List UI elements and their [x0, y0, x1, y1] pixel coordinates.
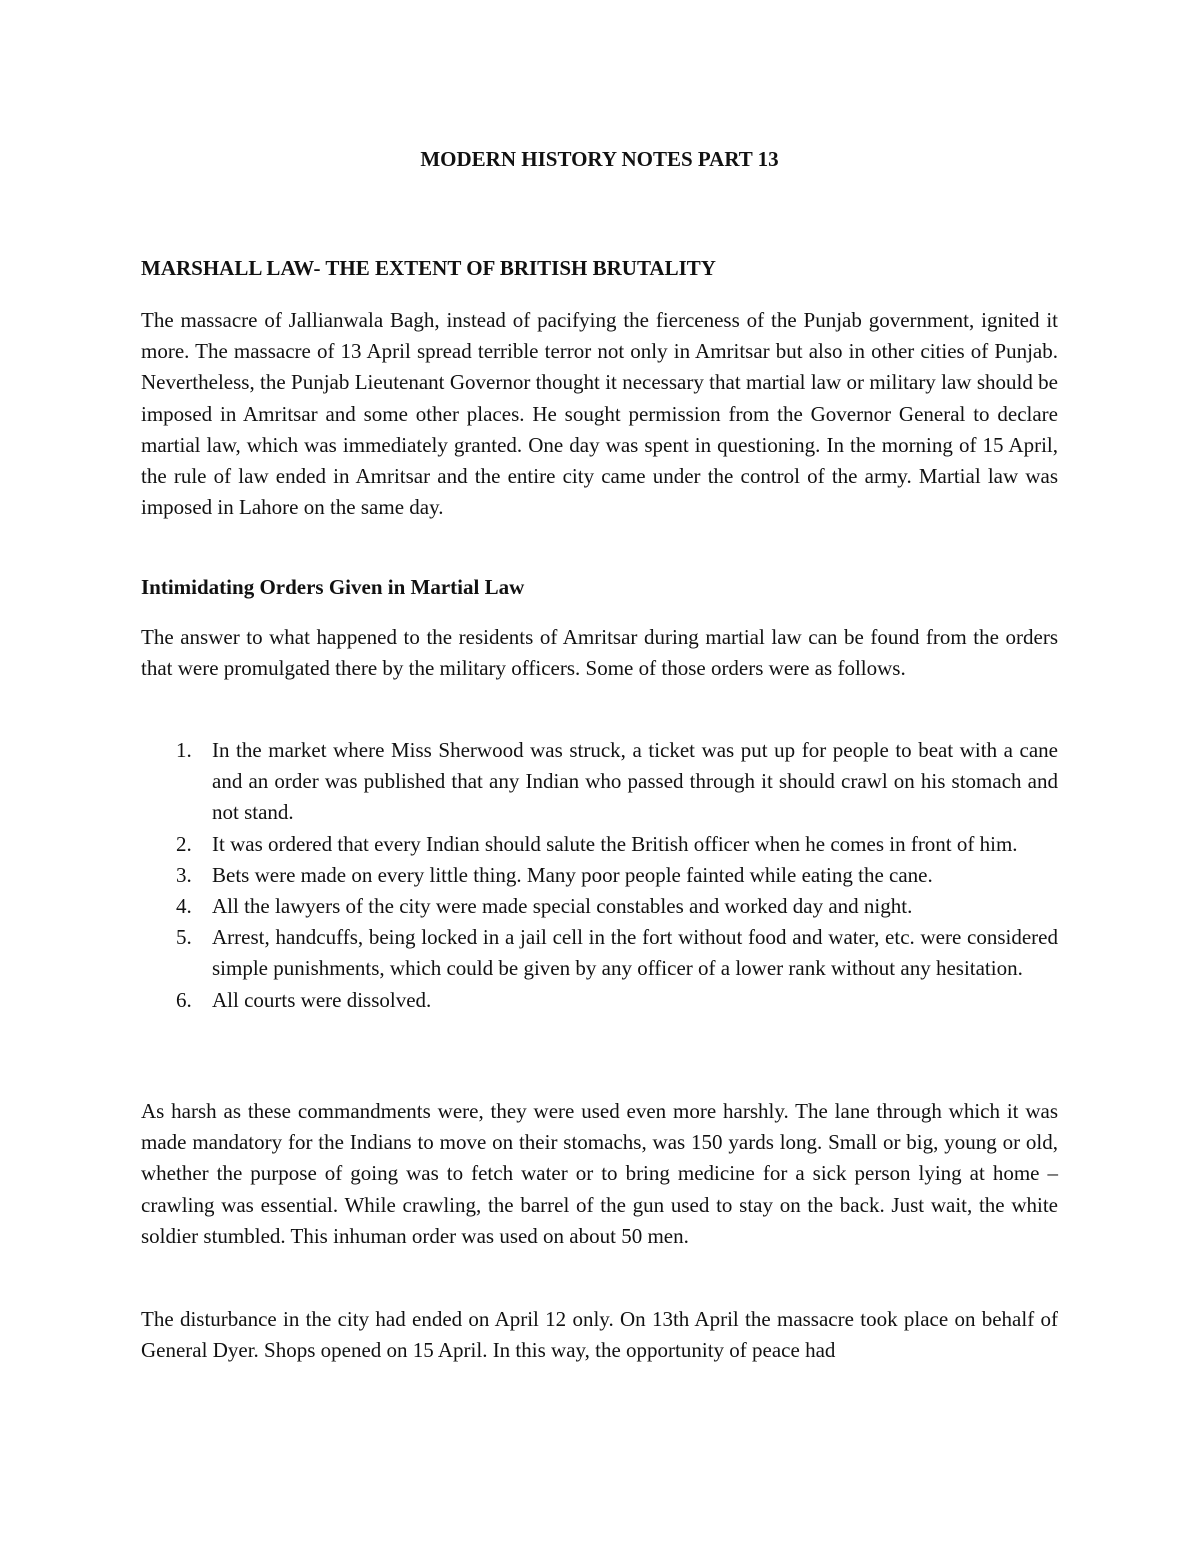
paragraph-harshness: As harsh as these commandments were, they were used even more harshly. The lane through which it was made mandatory for the Indians to move on their stomachs, was 150 yards long. Small or big, young or old, whether the purpose of going was to fetch water or to bring medicine for a sick person lying at home – crawling was essential. While crawling, the barrel of the gun used to stay on the back. Just wait, the white soldier stumbled. This inhuman order was used on about 50 men. — [141, 1099, 1058, 1248]
list-item — [141, 922, 1058, 984]
paragraph-orders-intro: The answer to what happened to the residents of Amritsar during martial law can be found from the orders that were promulgated there by the military officers. Some of those orders were as follows. — [141, 625, 1058, 681]
list-item — [141, 985, 1058, 1016]
paragraph-intro: The massacre of Jallianwala Bagh, instead of pacifying the fierceness of the Punjab government, ignited it more. The massacre of 13 April spread terrible terror not only in Amritsar but also in other cities of Punjab. Nevertheless, the Punjab Lieutenant Governor thought it necessary that martial law or military law should be imposed in Amritsar and some other places. He sought permission from the Governor General to declare martial law, which was immediately granted. One day was spent in questioning. In the morning of 15 April, the rule of law ended in Amritsar and the entire city came under the control of the army. Martial law was imposed in Lahore on the same day. — [141, 308, 1058, 520]
list-item-number: 6. — [176, 987, 192, 1012]
paragraph-disturbance: The disturbance in the city had ended on April 12 only. On 13th April the massacre took place on behalf of General Dyer. Shops opened on 15 April. In this way, the opportunity of peace had — [141, 1307, 1058, 1363]
list-item — [141, 735, 1058, 829]
list-item-number: 4. — [176, 894, 192, 919]
list-item-text: Arrest, handcuffs, being locked in a jail cell in the fort without food and water, etc. were considered simple punishments, which could be given by any officer of a lower rank without any hesitation. — [212, 925, 1058, 981]
list-item-text: All courts were dissolved. — [212, 987, 432, 1012]
list-item-number: 5. — [176, 925, 192, 950]
list-item-text: All the lawyers of the city were made special constables and worked day and night. — [212, 894, 913, 919]
sub-heading: Intimidating Orders Given in Martial Law — [141, 575, 525, 599]
list-item — [141, 860, 1058, 891]
list-item — [141, 829, 1058, 860]
list-item — [141, 891, 1058, 922]
orders-list — [141, 735, 1058, 1016]
list-item-number: 2. — [176, 831, 192, 856]
list-item-number: 3. — [176, 862, 192, 887]
list-item-text: It was ordered that every Indian should salute the British officer when he comes in front of him. — [212, 831, 1018, 856]
section-heading: MARSHALL LAW- THE EXTENT OF BRITISH BRUTALITY — [141, 256, 716, 280]
page-title: MODERN HISTORY NOTES PART 13 — [420, 147, 779, 171]
list-item-number: 1. — [176, 738, 192, 762]
list-item-text: In the market where Miss Sherwood was struck, a ticket was put up for people to beat with a cane and an order was published that any Indian who passed through it should crawl on his stomach and not stand. — [212, 738, 1058, 825]
list-item-text: Bets were made on every little thing. Many poor people fainted while eating the cane. — [212, 862, 933, 887]
